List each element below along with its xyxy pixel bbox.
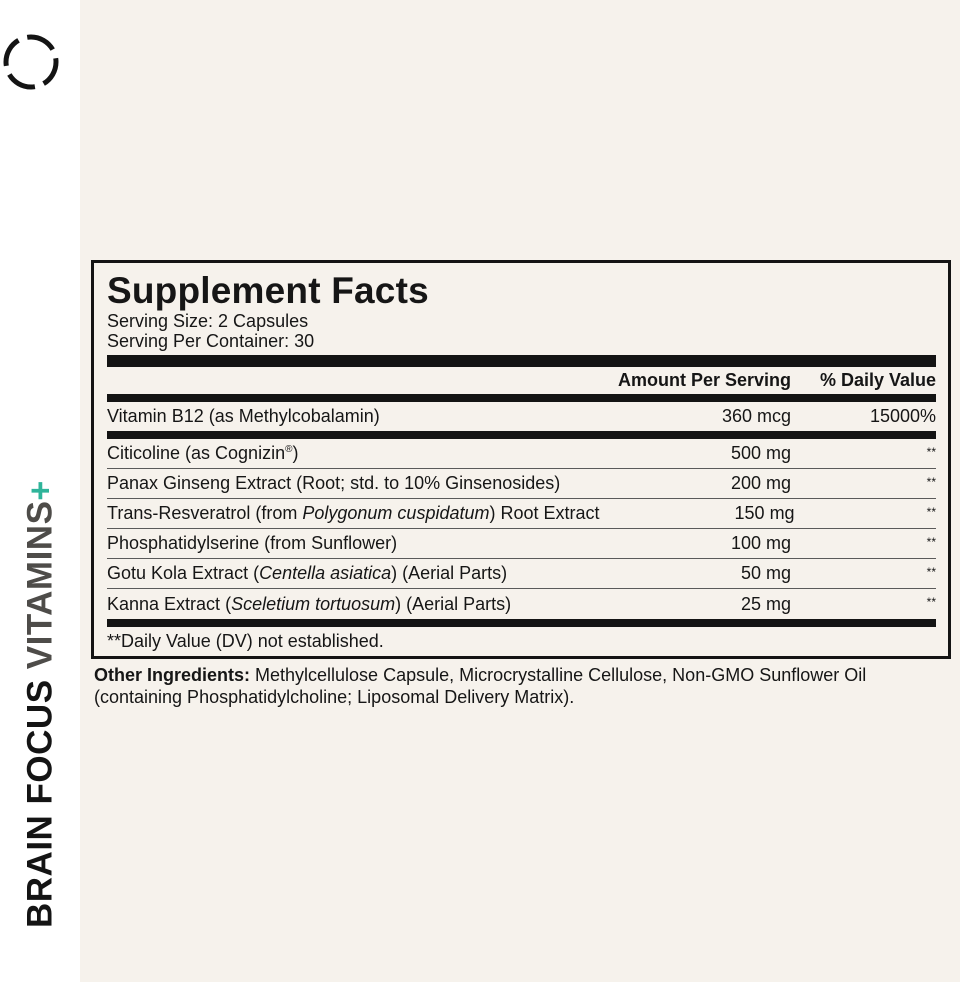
ingredient-amount: 500 mg — [730, 443, 791, 463]
servings-per-container: Serving Per Container: 30 — [107, 331, 315, 351]
ingredient-amount: 100 mg — [730, 533, 791, 553]
ingredient-name: Panax Ginseng Extract (Root; std. to 10% Ginsenosides) — [107, 473, 561, 493]
facts-row — [107, 402, 936, 431]
facts-row — [107, 559, 936, 589]
brand-strip — [0, 0, 80, 982]
other-ingredients — [94, 664, 950, 708]
ingredient-daily-value: ** — [926, 595, 936, 609]
facts-row — [107, 439, 936, 469]
ingredient-amount: 360 mcg — [721, 406, 791, 426]
supplement-facts-panel — [91, 260, 951, 659]
facts-title: Supplement Facts — [107, 270, 429, 311]
other-ingredients-text: Methylcellulose Capsule, Microcrystalline Cellulose, Non-GMO Sunflower Oil (containing Phosphatidylcholine; Liposomal Delivery Matrix). — [94, 665, 867, 707]
facts-row — [107, 529, 936, 559]
facts-row — [107, 589, 936, 619]
header-daily-value: % Daily Value — [819, 370, 936, 390]
brand-name-vertical — [20, 480, 60, 928]
ingredient-name: Citicoline (as Cognizin®) — [107, 443, 299, 463]
ingredient-name: Phosphatidylserine (from Sunflower) — [107, 533, 398, 553]
ingredient-amount: 150 mg — [734, 503, 795, 523]
other-ingredients-label: Other Ingredients: — [94, 665, 251, 685]
ingredient-name: Kanna Extract (Sceletium tortuosum) (Aerial Parts) — [107, 593, 512, 614]
ingredient-amount: 25 mg — [740, 593, 791, 614]
ingredient-name: Gotu Kola Extract (Centella asiatica) (Aerial Parts) — [107, 563, 508, 583]
ingredient-daily-value: ** — [926, 445, 936, 459]
brand-line-light: VITAMINS — [20, 500, 60, 670]
divider-mid — [107, 431, 936, 439]
brand-line-bold: BRAIN FOCUS — [20, 679, 60, 928]
divider-mid — [107, 394, 936, 402]
dv-footnote: **Daily Value (DV) not established. — [107, 631, 384, 651]
ingredient-daily-value: 15000% — [869, 406, 936, 426]
ingredient-name: Vitamin B12 (as Methylcobalamin) — [107, 406, 380, 426]
divider-thick — [107, 355, 936, 367]
ring-logo-icon — [3, 34, 59, 90]
serving-size: Serving Size: 2 Capsules — [107, 311, 309, 331]
ingredient-amount: 50 mg — [740, 563, 791, 583]
ingredient-daily-value: ** — [926, 505, 936, 519]
ingredient-name: Trans-Resveratrol (from Polygonum cuspidatum) Root Extract — [107, 503, 600, 523]
facts-header-row — [107, 367, 936, 394]
ingredient-amount: 200 mg — [730, 473, 791, 493]
header-amount: Amount Per Serving — [617, 370, 791, 390]
facts-row — [107, 469, 936, 499]
ingredient-daily-value: ** — [926, 565, 936, 579]
divider-bottom — [107, 619, 936, 627]
ingredient-daily-value: ** — [926, 475, 936, 489]
brand-plus: + — [21, 480, 60, 501]
ingredient-daily-value: ** — [926, 535, 936, 549]
facts-row — [107, 499, 936, 529]
